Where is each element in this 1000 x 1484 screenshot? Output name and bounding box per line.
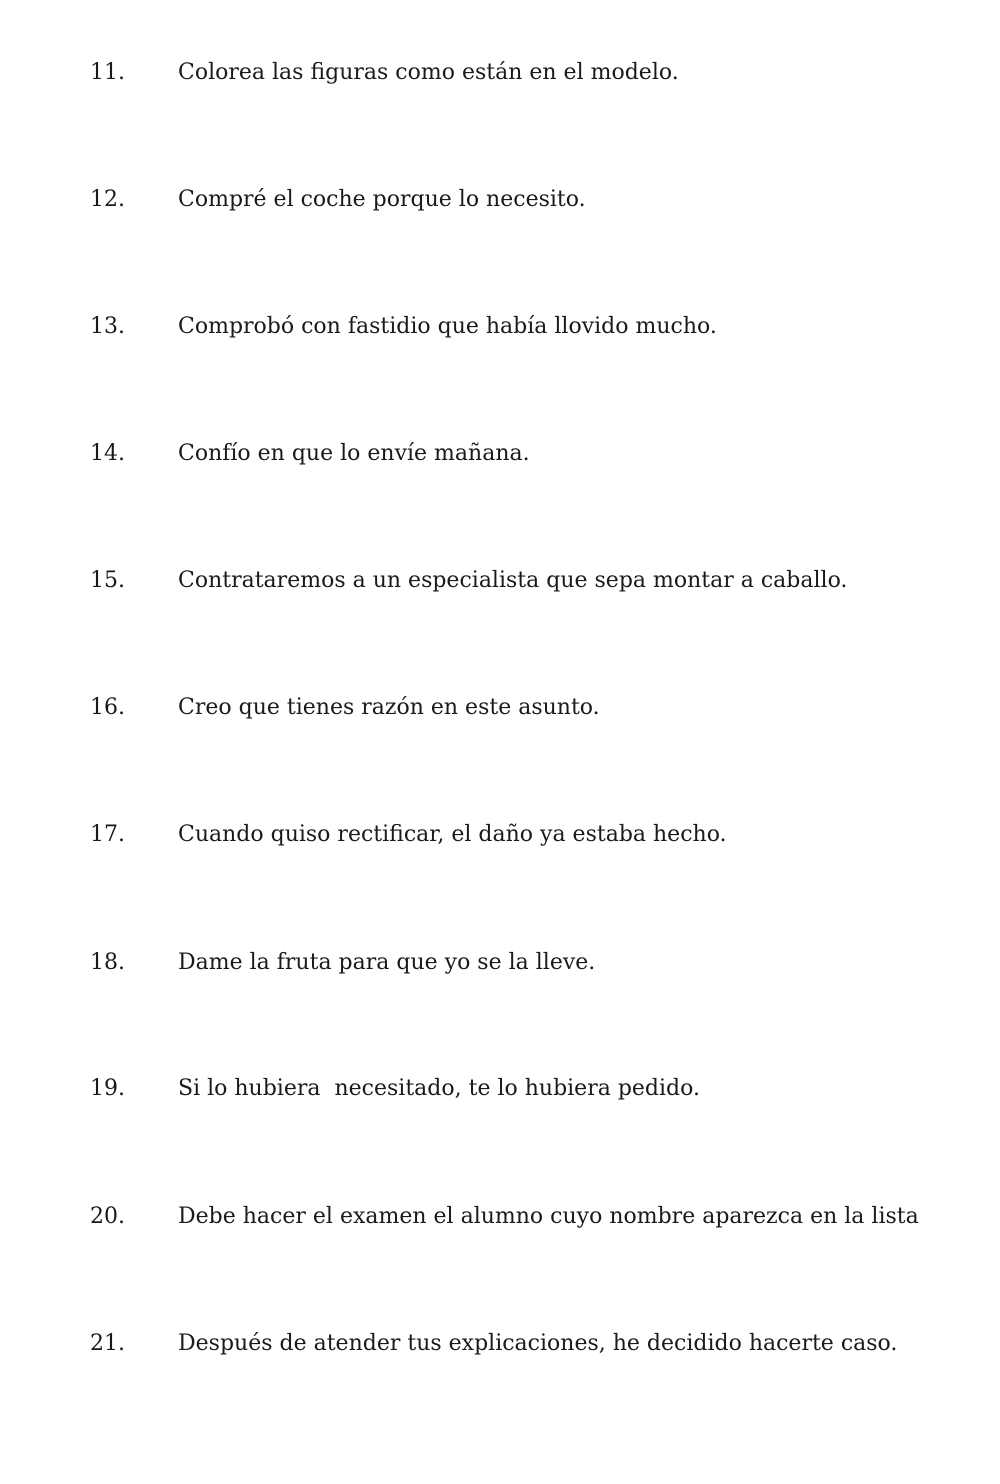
list-item [0, 1324, 1000, 1364]
list-item [0, 180, 1000, 220]
item-number: 13. [90, 314, 125, 339]
item-number: 15. [90, 568, 125, 593]
item-number: 16. [90, 695, 125, 720]
item-sentence: Dame la fruta para que yo se la lleve. [178, 950, 596, 975]
item-number: 12. [90, 187, 125, 212]
item-sentence: Compré el coche porque lo necesito. [178, 187, 586, 212]
item-sentence: Si lo hubiera necesitado, te lo hubiera pedido. [178, 1076, 700, 1101]
list-item [0, 561, 1000, 601]
list-item [0, 53, 1000, 93]
item-number: 17. [90, 822, 125, 847]
item-number: 19. [90, 1076, 125, 1101]
item-sentence: Contrataremos a un especialista que sepa montar a caballo. [178, 568, 848, 593]
item-number: 20. [90, 1204, 125, 1229]
list-item [0, 434, 1000, 474]
item-number: 18. [90, 950, 125, 975]
item-sentence: Cuando quiso rectificar, el daño ya estaba hecho. [178, 822, 727, 847]
list-item [0, 815, 1000, 855]
item-sentence: Confío en que lo envíe mañana. [178, 441, 530, 466]
list-item [0, 1197, 1000, 1237]
list-item [0, 1069, 1000, 1109]
item-number: 14. [90, 441, 125, 466]
item-sentence: Debe hacer el examen el alumno cuyo nombre aparezca en la lista [178, 1204, 919, 1229]
list-item [0, 943, 1000, 983]
item-sentence: Creo que tienes razón en este asunto. [178, 695, 600, 720]
item-sentence: Comprobó con fastidio que había llovido mucho. [178, 314, 717, 339]
item-sentence: Después de atender tus explicaciones, he decidido hacerte caso. [178, 1331, 898, 1356]
item-number: 11. [90, 60, 125, 85]
item-sentence: Colorea las figuras como están en el modelo. [178, 60, 679, 85]
item-number: 21. [90, 1331, 125, 1356]
list-item [0, 307, 1000, 347]
list-item [0, 688, 1000, 728]
